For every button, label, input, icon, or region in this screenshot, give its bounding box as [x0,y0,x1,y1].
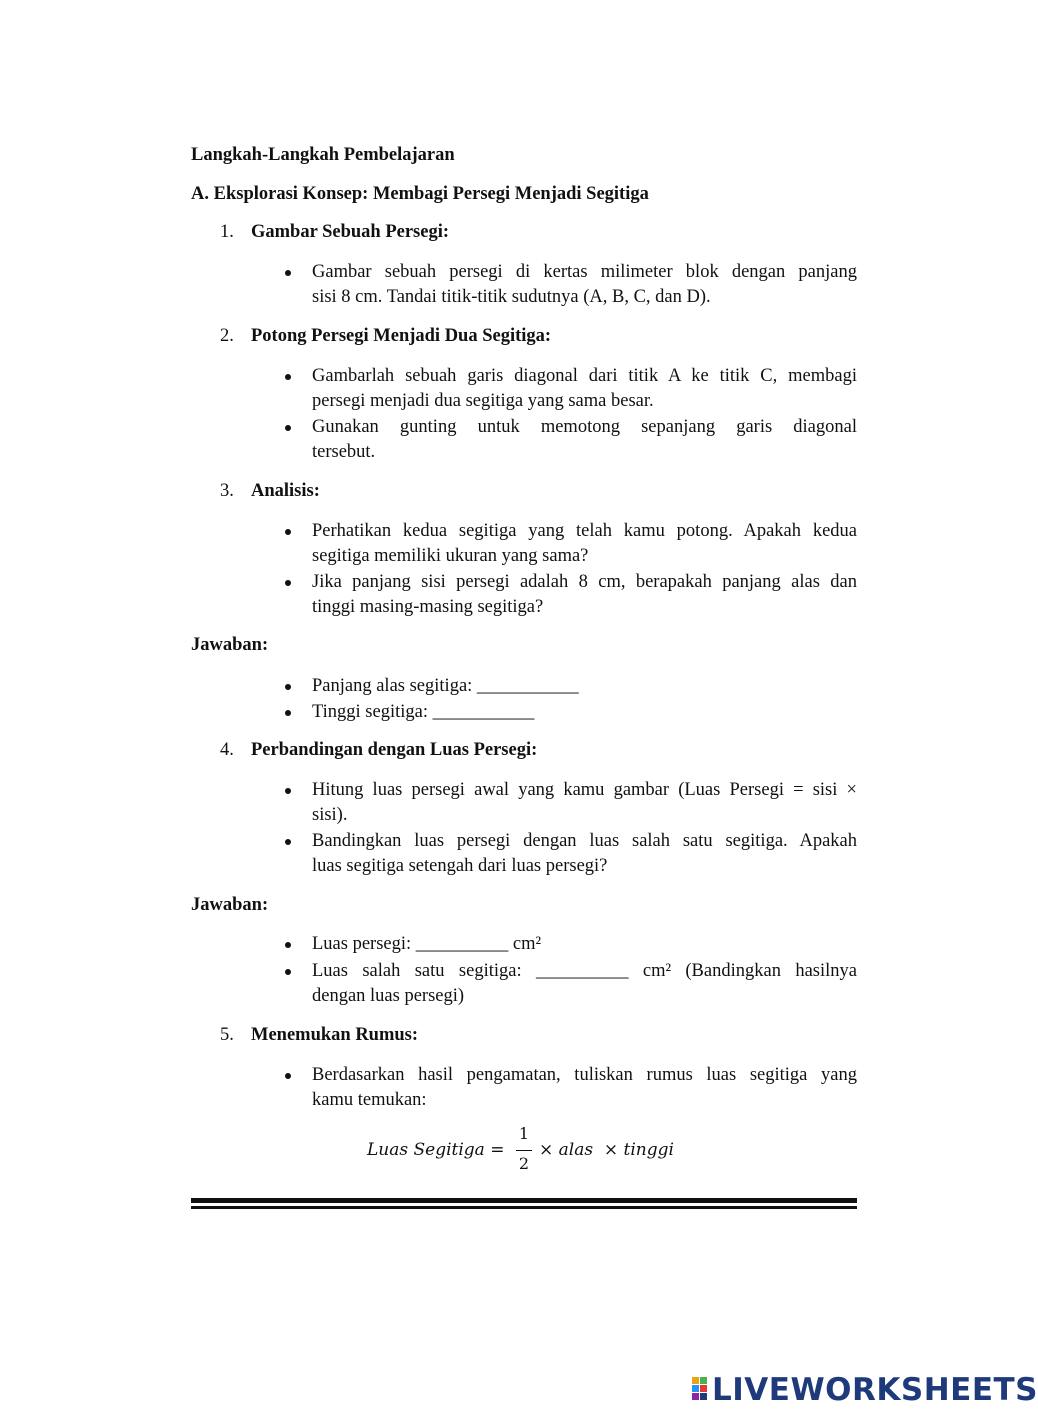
step-3-bullet-1-line-2: segitiga memiliki ukuran yang sama? [312,546,589,566]
step-4-number: 4. [220,740,234,760]
step-5-bullet-1-line-2: kamu temukan: [312,1090,427,1110]
step-3-bullet-2-line-2: tinggi masing-masing segitiga? [312,597,544,617]
step-1-bullet-1-line-2: sisi 8 cm. Tandai titik-titik sudutnya (A, B, C, dan D). [312,287,711,307]
step-5-bullet-1-line-1: Berdasarkan hasil pengamatan, tuliskan rumus luas segitiga yang [312,1065,857,1085]
step-5-number: 5. [220,1025,234,1045]
bullet-icon [285,942,291,948]
formula-left: Luas Segitiga = [367,1140,505,1160]
step-2-title: Potong Persegi Menjadi Dua Segitiga: [251,326,552,346]
bullet-icon [285,788,291,794]
formula-numerator: 1 [518,1124,530,1143]
step-4-bullet-1-line-2: sisi). [312,805,348,825]
formula-denominator: 2 [518,1154,530,1173]
bullet-icon [285,580,291,586]
divider-thick [191,1198,857,1203]
formula-right: × alas × tinggi [539,1140,674,1160]
step-2-number: 2. [220,326,234,346]
step-4-bullet-1-line-1: Hitung luas persegi awal yang kamu gambar (Luas Persegi = sisi × [312,780,857,800]
liveworksheets-logo-text: LIVEWORKSHEETS [712,1372,1038,1408]
step-2-bullet-2-line-2: tersebut. [312,442,376,462]
step-3-bullet-1-line-1: Perhatikan kedua segitiga yang telah kamu potong. Apakah kedua [312,521,857,541]
page-heading: Langkah-Langkah Pembelajaran [191,145,455,165]
answer-2-luas-persegi[interactable]: Luas persegi: __________ cm² [312,934,542,954]
step-3-title: Analisis: [251,481,320,501]
step-3-bullet-2-line-1: Jika panjang sisi persegi adalah 8 cm, berapakah panjang alas dan [312,572,857,592]
answer-1-alas[interactable]: Panjang alas segitiga: ___________ [312,676,579,696]
step-2-bullet-1-line-1: Gambarlah sebuah garis diagonal dari titik A ke titik C, membagi [312,366,857,386]
step-1-number: 1. [220,222,234,242]
step-2-bullet-1-line-2: persegi menjadi dua segitiga yang sama besar. [312,391,654,411]
section-a-title: A. Eksplorasi Konsep: Membagi Persegi Menjadi Segitiga [191,184,649,204]
bullet-icon [285,839,291,845]
answer-label-2: Jawaban: [191,895,269,915]
bullet-icon [285,529,291,535]
bullet-icon [285,710,291,716]
bullet-icon [285,425,291,431]
fraction-bar [516,1150,532,1151]
divider-thin [191,1206,857,1209]
step-1-title: Gambar Sebuah Persegi: [251,222,450,242]
bullet-icon [285,684,291,690]
step-1-bullet-1-line-1: Gambar sebuah persegi di kertas milimeter blok dengan panjang [312,262,857,282]
step-4-title: Perbandingan dengan Luas Persegi: [251,740,538,760]
answer-1-tinggi[interactable]: Tinggi segitiga: ___________ [312,702,535,722]
step-2-bullet-2-line-1: Gunakan gunting untuk memotong sepanjang garis diagonal [312,417,857,437]
answer-2-luas-segitiga-line-2: dengan luas persegi) [312,986,465,1006]
answer-2-luas-segitiga-line-1[interactable]: Luas salah satu segitiga: __________ cm² (Bandingkan hasilnya [312,961,857,981]
bullet-icon [285,969,291,975]
answer-label-1: Jawaban: [191,635,269,655]
step-4-bullet-2-line-2: luas segitiga setengah dari luas persegi? [312,856,608,876]
bullet-icon [285,1073,291,1079]
bullet-icon [285,374,291,380]
step-3-number: 3. [220,481,234,501]
step-4-bullet-2-line-1: Bandingkan luas persegi dengan luas salah satu segitiga. Apakah [312,831,857,851]
step-5-title: Menemukan Rumus: [251,1025,419,1045]
bullet-icon [285,270,291,276]
